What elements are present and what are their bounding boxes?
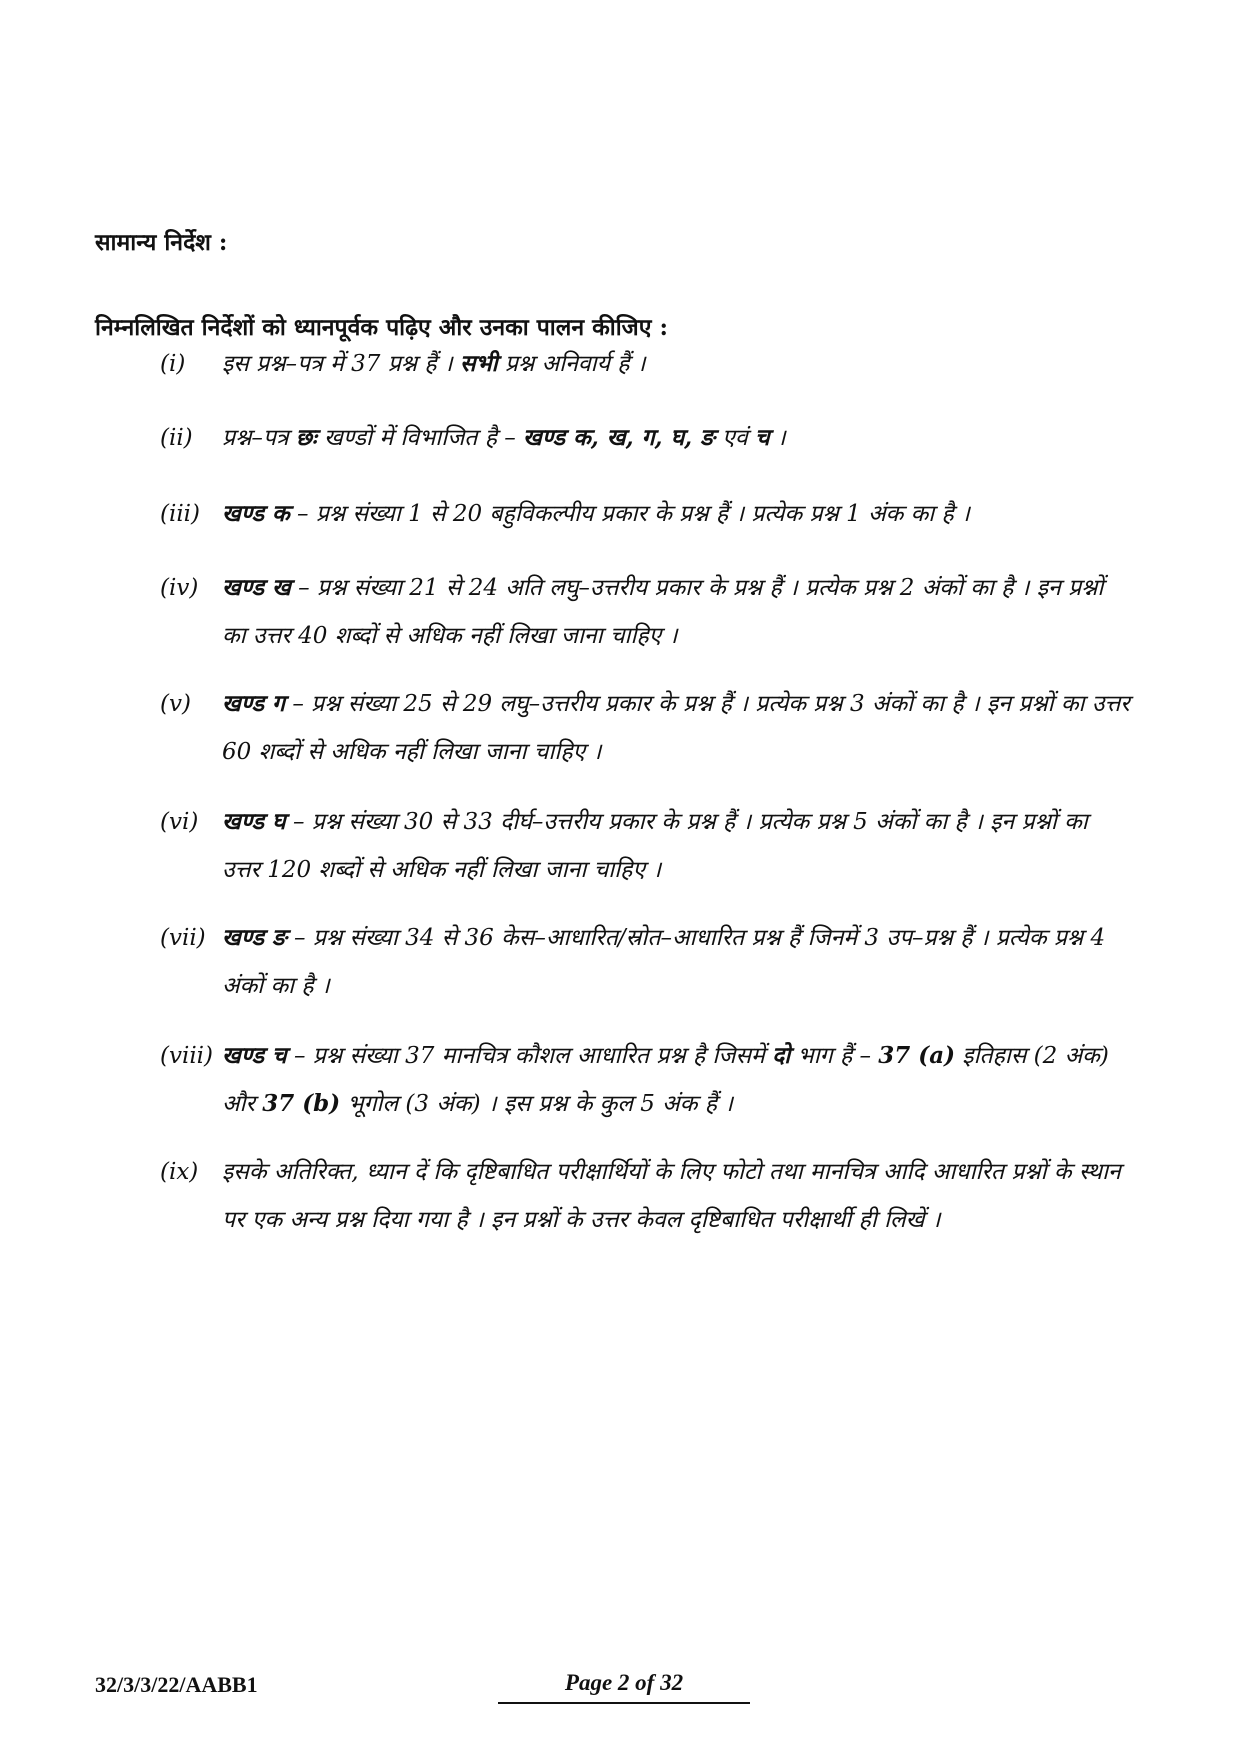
instruction-item-6: (vi) खण्ड घ – प्रश्न संख्या 30 से 33 दीर्घ–उत्तरीय प्रकार के प्रश्न हैं । प्रत्येक प्रश्न 5 अंकों का है । इन प्रश्नों का उत्तर 120 शब्दों से अधिक नहीं लिखा जाना चाहिए ।	[160, 798, 1130, 894]
instruction-item-7: (vii) खण्ड ङ – प्रश्न संख्या 34 से 36 केस–आधारित/स्रोत–आधारित प्रश्न हैं जिनमें 3 उप–प्रश्न हैं । प्रत्येक प्रश्न 4 अंकों का है ।	[160, 914, 1130, 1010]
item-number: (ix)	[160, 1159, 199, 1185]
item-number: (vii)	[160, 925, 206, 951]
instruction-item-8: (viii) खण्ड च – प्रश्न संख्या 37 मानचित्र कौशल आधारित प्रश्न है जिसमें दो भाग हैं – 37 (a) इतिहास (2 अंक) और 37 (b) भूगोल (3 अंक) । इस प्रश्न के कुल 5 अंक हैं ।	[160, 1032, 1130, 1128]
item-number: (i)	[160, 351, 186, 377]
item-number: (viii)	[160, 1043, 214, 1069]
instruction-item-5: (v) खण्ड ग – प्रश्न संख्या 25 से 29 लघु–उत्तरीय प्रकार के प्रश्न हैं । प्रत्येक प्रश्न 3 अंकों का है । इन प्रश्नों का उत्तर 60 शब्दों से अधिक नहीं लिखा जाना चाहिए ।	[160, 680, 1130, 776]
instruction-item-1: (i) इस प्रश्न–पत्र में 37 प्रश्न हैं । सभी प्रश्न अनिवार्य हैं ।	[160, 340, 1130, 388]
item-number: (vi)	[160, 809, 199, 835]
paper-code: 32/3/3/22/AABB1	[95, 1672, 258, 1697]
instruction-item-9: (ix) इसके अतिरिक्त, ध्यान दें कि दृष्टिबाधित परीक्षार्थियों के लिए फोटो तथा मानचित्र आदि आधारित प्रश्नों के स्थान पर एक अन्य प्रश्न दिया गया है । इन प्रश्नों के उत्तर केवल दृष्टिबाधित परीक्षार्थी ही लिखें ।	[160, 1148, 1130, 1244]
general-instructions-heading: सामान्य निर्देश :	[95, 229, 228, 256]
page-number: Page 2 of 32	[498, 1670, 750, 1704]
instruction-item-2: (ii) प्रश्न–पत्र छः खण्डों में विभाजित है – खण्ड क, ख, ग, घ, ङ एवं च ।	[160, 414, 1130, 462]
instructions-subheading: निम्नलिखित निर्देशों को ध्यानपूर्वक पढ़िए और उनका पालन कीजिए :	[95, 314, 668, 341]
item-number: (iii)	[160, 501, 201, 527]
instruction-item-4: (iv) खण्ड ख – प्रश्न संख्या 21 से 24 अति लघु–उत्तरीय प्रकार के प्रश्न हैं । प्रत्येक प्रश्न 2 अंकों का है । इन प्रश्नों का उत्तर 40 शब्दों से अधिक नहीं लिखा जाना चाहिए ।	[160, 564, 1130, 660]
item-number: (iv)	[160, 575, 199, 601]
instruction-item-3: (iii) खण्ड क – प्रश्न संख्या 1 से 20 बहुविकल्पीय प्रकार के प्रश्न हैं । प्रत्येक प्रश्न 1 अंक का है ।	[160, 490, 1130, 538]
item-number: (v)	[160, 691, 191, 717]
item-number: (ii)	[160, 425, 193, 451]
